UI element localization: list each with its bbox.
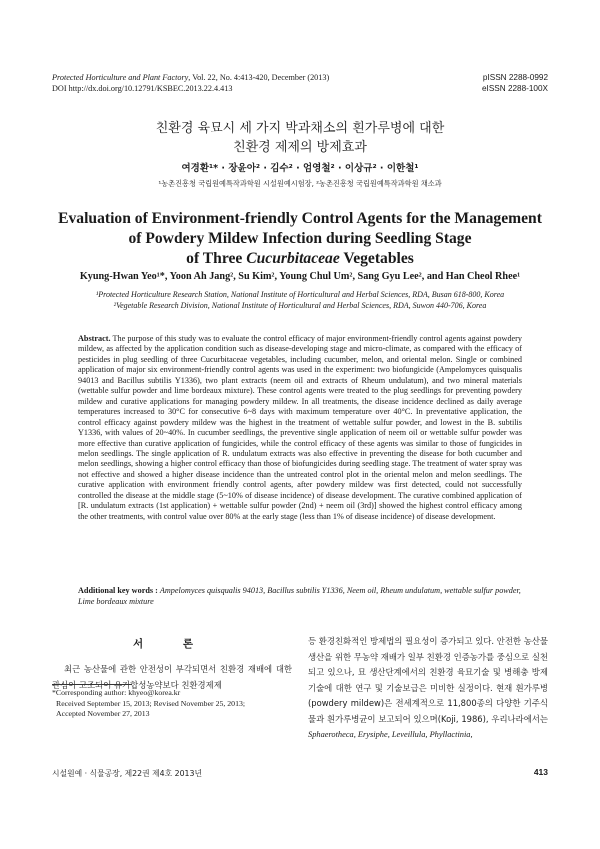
- journal-citation: [52, 72, 382, 94]
- footnote: [52, 688, 302, 720]
- received-date: Received September 15, 2013; Revised November 25, 2013;: [56, 698, 246, 708]
- journal-volume: , Vol. 22, No. 4:413-420, December (2013): [188, 73, 330, 82]
- intro-right-text: 등 환경친화적인 방제법의 필요성이 증가되고 있다. 안전한 농산물 생산을 위한 무농약 재배가 일부 친환경 인증농가를 중심으로 실천되고 있으나, 묘 생산단계에서의 친환경 육묘기술 및 병해충 방제기술에 대한 연구 및 기술보급은 미비한 실정이다. 현재 흰가루병(powdery mildew)은 전세계적으로 11,800종의 다양한 기주식물과 흰가루병균이 보고되어 있으며(Koji, 1986), 우리나라에서는: [308, 636, 548, 724]
- intro-right-paragraph: [308, 634, 548, 743]
- keywords: [78, 586, 522, 607]
- footer-journal: 시설원예 · 식물공장, 제22권 제4호 2013년: [52, 769, 202, 778]
- affiliation-2: ²Vegetable Research Division, National Institute of Horticultural and Herbal Sciences, RDA, Suwon 440-706, Korea: [113, 300, 487, 310]
- corresponding-author: *Corresponding author: khyeo@korea.kr: [52, 688, 181, 697]
- english-affiliations: [40, 290, 560, 311]
- korean-authors: 여경환¹* · 장윤아² · 김수² · 엄영철² · 이상규² · 이한철¹: [181, 163, 419, 174]
- keywords-label: Additional key words :: [78, 586, 158, 595]
- doi-link[interactable]: DOI http://dx.doi.org/10.12791/KSBEC.2013.22.4.413: [52, 84, 233, 93]
- affiliation-1: ¹Protected Horticulture Research Station, National Institute of Horticultural and Herbal Sciences, RDA, Busan 618-800, Korea: [95, 290, 505, 299]
- accepted-date: Accepted November 27, 2013: [56, 709, 150, 719]
- english-title-line3: of Three Cucurbitaceae Vegetables: [186, 250, 414, 267]
- english-title-line1: Evaluation of Environment-friendly Control Agents for the Management: [58, 210, 542, 227]
- journal-name: Protected Horticulture and Plant Factory: [52, 73, 189, 82]
- issn-block: [420, 72, 548, 94]
- english-title: [40, 209, 560, 269]
- intro-left-paragraph: 최근 농산물에 관한 안전성이 부각되면서 친환경 재배에 대한 관심이 고조되어 유기합성농약보다 친환경제제: [52, 664, 292, 690]
- eissn: eISSN 2288-100X: [482, 84, 548, 93]
- footnote-divider: [52, 684, 132, 685]
- intro-right-italic: Sphaerotheca, Erysiphe, Leveillula, Phyllactinia,: [308, 730, 473, 739]
- section-heading-introduction: 서 론: [133, 638, 211, 650]
- abstract-text: The purpose of this study was to evaluate the control efficacy of major environment-friendly control agents against powdery mildew, as affected by the application condition such as disease-developing stage and micro-climate, as compared with the efficacy of pesticides in plug seedling of three Cucurbitaceae vegetables, including cucumber, melon, and oriental melon. Single or combined application of major six environment-friendly control agents was used in the experiment: two biofungicide (Ampelomyces quisqualis 94013 and Bacillus subtilis Y1336), two plant extracts (neem oil and extracts of Rheum undulatum), and two mineral materials (wettable sulfur powder and lime bordeaux mixture). These control agents were treated to the plug seedlings for preventing powdery mildew and curative applications for managing powdery mildew. In all treatments, the disease incidence declined as daily average temperatures increased to 30°C for consecutive 6~8 days with maximum temperature over 40°C. In preventative application, the control efficacy against powdery mildew was the highest in the treatment of wettable sulfur powder, and lowest in the B. subtilis Y1336, with values of 20~40%. In cucumber seedlings, the preventive single application of neem oil or wettable sulfur powder was more effective than curative application of fungicides, while the control efficacy of these agents was similar to those of fungicides in melon seedlings. The single application of R. undulatum extracts was also effective in preventing the disease for both cucumber and melon seedlings, showing a higher control efficacy than those of biofungicides during seedling stage. The treatment of water spray was not effective and showed a higher disease incidence than the untreated control plot in the oriental melon and melon seedlings. The curative application with environment friendly control agents, after powdery mildew was first detected, could not successfully controlled the disease at the middle stage (5~10% of disease incidence) of disease development. The curative combined application of [R. undulatum extracts (1st application) + wettable sulfur powder (2nd) + neem oil (3rd)] showed the highest control efficacy among the other treatments, with control value over 80% at the early stage (less than 1% of disease incidence) of disease development.: [78, 334, 522, 521]
- abstract: [78, 334, 522, 522]
- english-authors: Kyung-Hwan Yeo¹*, Yoon Ah Jang², Su Kim², Young Chul Um², Sang Gyu Lee², and Han Cheol Rhee¹: [79, 271, 521, 282]
- korean-title: [60, 119, 540, 157]
- english-title-line2: of Powdery Mildew Infection during Seedling Stage: [128, 230, 472, 247]
- page-number: 413: [533, 767, 548, 777]
- keywords-text: Ampelomyces quisqualis 94013, Bacillus subtilis Y1336, Neem oil, Rheum undulatum, wettable sulfur powder, Lime bordeaux mixture: [78, 586, 521, 606]
- korean-affiliations: ¹농촌진흥청 국립원예특작과학원 시설원예시험장, ²농촌진흥청 국립원예특작과학원 채소과: [158, 179, 442, 188]
- korean-title-line2: 친환경 제제의 방제효과: [233, 140, 367, 155]
- abstract-label: Abstract.: [78, 334, 111, 343]
- korean-title-line1: 친환경 육묘시 세 가지 박과채소의 흰가루병에 대한: [155, 121, 445, 136]
- pissn: pISSN 2288-0992: [482, 73, 548, 82]
